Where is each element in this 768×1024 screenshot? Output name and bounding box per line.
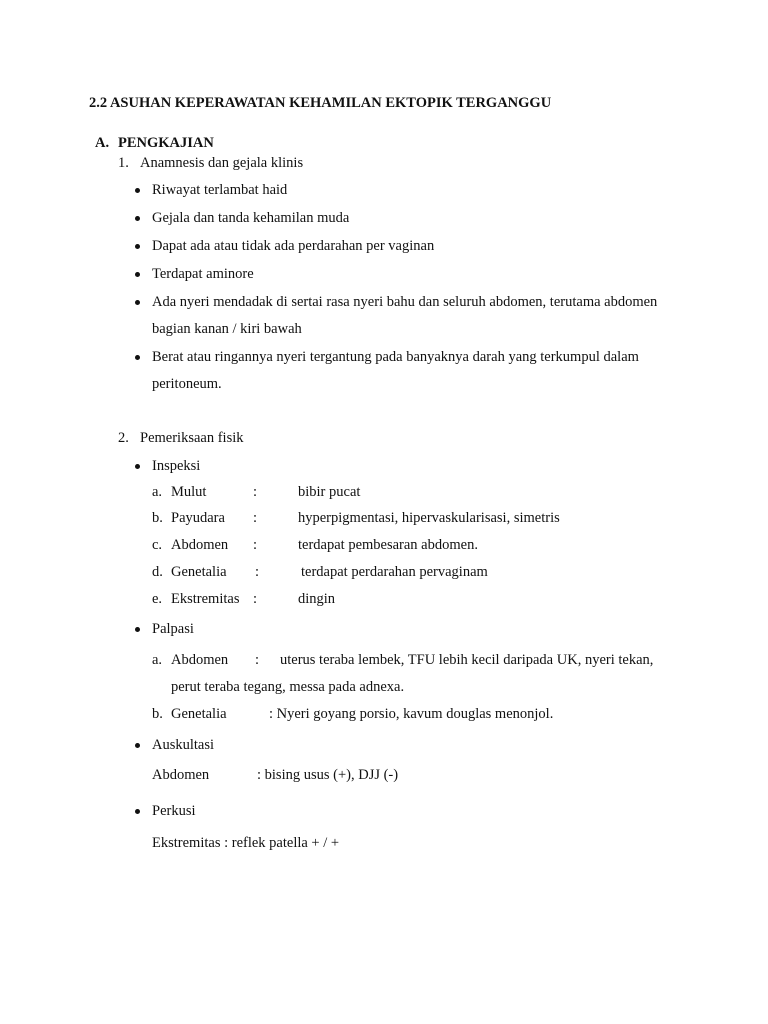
section-a-heading: PENGKAJIAN: [118, 135, 214, 151]
item-1-bullet-text: Dapat ada atau tidak ada perdarahan per vaginan: [152, 238, 435, 254]
inspeksi-row-letter: d.: [152, 564, 163, 580]
palpasi-row-value: : Nyeri goyang porsio, kavum douglas menonjol.: [269, 706, 554, 722]
bullet-dot: [135, 300, 140, 305]
bullet-dot: [135, 464, 140, 469]
inspeksi-row-colon: :: [253, 537, 258, 553]
inspeksi-row-name: Mulut: [171, 484, 207, 500]
palpasi-row-value: uterus teraba lembek, TFU lebih kecil daripada UK, nyeri tekan,: [280, 652, 654, 668]
palpasi-row-letter: a.: [152, 652, 163, 668]
inspeksi-row-letter: a.: [152, 484, 163, 500]
bullet-dot: [135, 355, 140, 360]
palpasi-row-name: Genetalia: [171, 706, 227, 722]
item-1-bullet-text: Riwayat terlambat haid: [152, 182, 288, 198]
palpasi-row-name: Abdomen: [171, 652, 229, 668]
item-1-heading: Anamnesis dan gejala klinis: [140, 155, 304, 171]
bullet-dot: [135, 627, 140, 632]
inspeksi-row-colon: :: [253, 510, 258, 526]
inspeksi-label: Inspeksi: [152, 458, 201, 474]
item-1-bullet-text: Ada nyeri mendadak di sertai rasa nyeri bahu dan seluruh abdomen, terutama abdomen: [152, 294, 658, 310]
auskultasi-name: Abdomen: [152, 767, 210, 783]
item-1-bullet-continuation: peritoneum.: [152, 376, 222, 392]
bullet-dot: [135, 188, 140, 193]
section-a-marker: A.: [95, 135, 110, 151]
auskultasi-value: : bising usus (+), DJJ (-): [257, 767, 399, 783]
inspeksi-row-colon: :: [253, 591, 258, 607]
inspeksi-row-name: Ekstremitas: [171, 591, 240, 607]
item-1-number: 1.: [118, 155, 129, 171]
inspeksi-row-value: bibir pucat: [298, 484, 361, 500]
inspeksi-row-value: dingin: [298, 591, 336, 607]
perkusi-label: Perkusi: [152, 803, 196, 819]
inspeksi-row-letter: c.: [152, 537, 163, 553]
item-1-bullet-text: Berat atau ringannya nyeri tergantung pada banyaknya darah yang terkumpul dalam: [152, 349, 639, 365]
palpasi-label: Palpasi: [152, 621, 194, 637]
inspeksi-row-value: terdapat pembesaran abdomen.: [298, 537, 478, 553]
item-1-bullet-text: Terdapat aminore: [152, 266, 254, 282]
inspeksi-row-name: Abdomen: [171, 537, 229, 553]
item-2-heading: Pemeriksaan fisik: [140, 430, 244, 446]
inspeksi-row-name: Genetalia: [171, 564, 227, 580]
perkusi-line: Ekstremitas : reflek patella + / +: [152, 835, 340, 851]
item-2-number: 2.: [118, 430, 129, 446]
bullet-dot: [135, 244, 140, 249]
bullet-dot: [135, 216, 140, 221]
inspeksi-row-letter: b.: [152, 510, 163, 526]
inspeksi-row-value: hyperpigmentasi, hipervaskularisasi, simetris: [298, 510, 560, 526]
inspeksi-row-colon: :: [255, 564, 260, 580]
bullet-dot: [135, 743, 140, 748]
palpasi-row-letter: b.: [152, 706, 163, 722]
palpasi-row-colon: :: [255, 652, 260, 668]
bullet-dot: [135, 272, 140, 277]
item-1-bullet-continuation: bagian kanan / kiri bawah: [152, 321, 302, 337]
bullet-dot: [135, 809, 140, 814]
palpasi-row-continuation: perut teraba tegang, messa pada adnexa.: [171, 679, 405, 695]
inspeksi-row-value: terdapat perdarahan pervaginam: [301, 564, 488, 580]
inspeksi-row-name: Payudara: [171, 510, 225, 526]
inspeksi-row-letter: e.: [152, 591, 163, 607]
inspeksi-row-colon: :: [253, 484, 258, 500]
auskultasi-label: Auskultasi: [152, 737, 215, 753]
document-title: 2.2 ASUHAN KEPERAWATAN KEHAMILAN EKTOPIK TERGANGGU: [89, 95, 552, 111]
item-1-bullet-text: Gejala dan tanda kehamilan muda: [152, 210, 350, 226]
